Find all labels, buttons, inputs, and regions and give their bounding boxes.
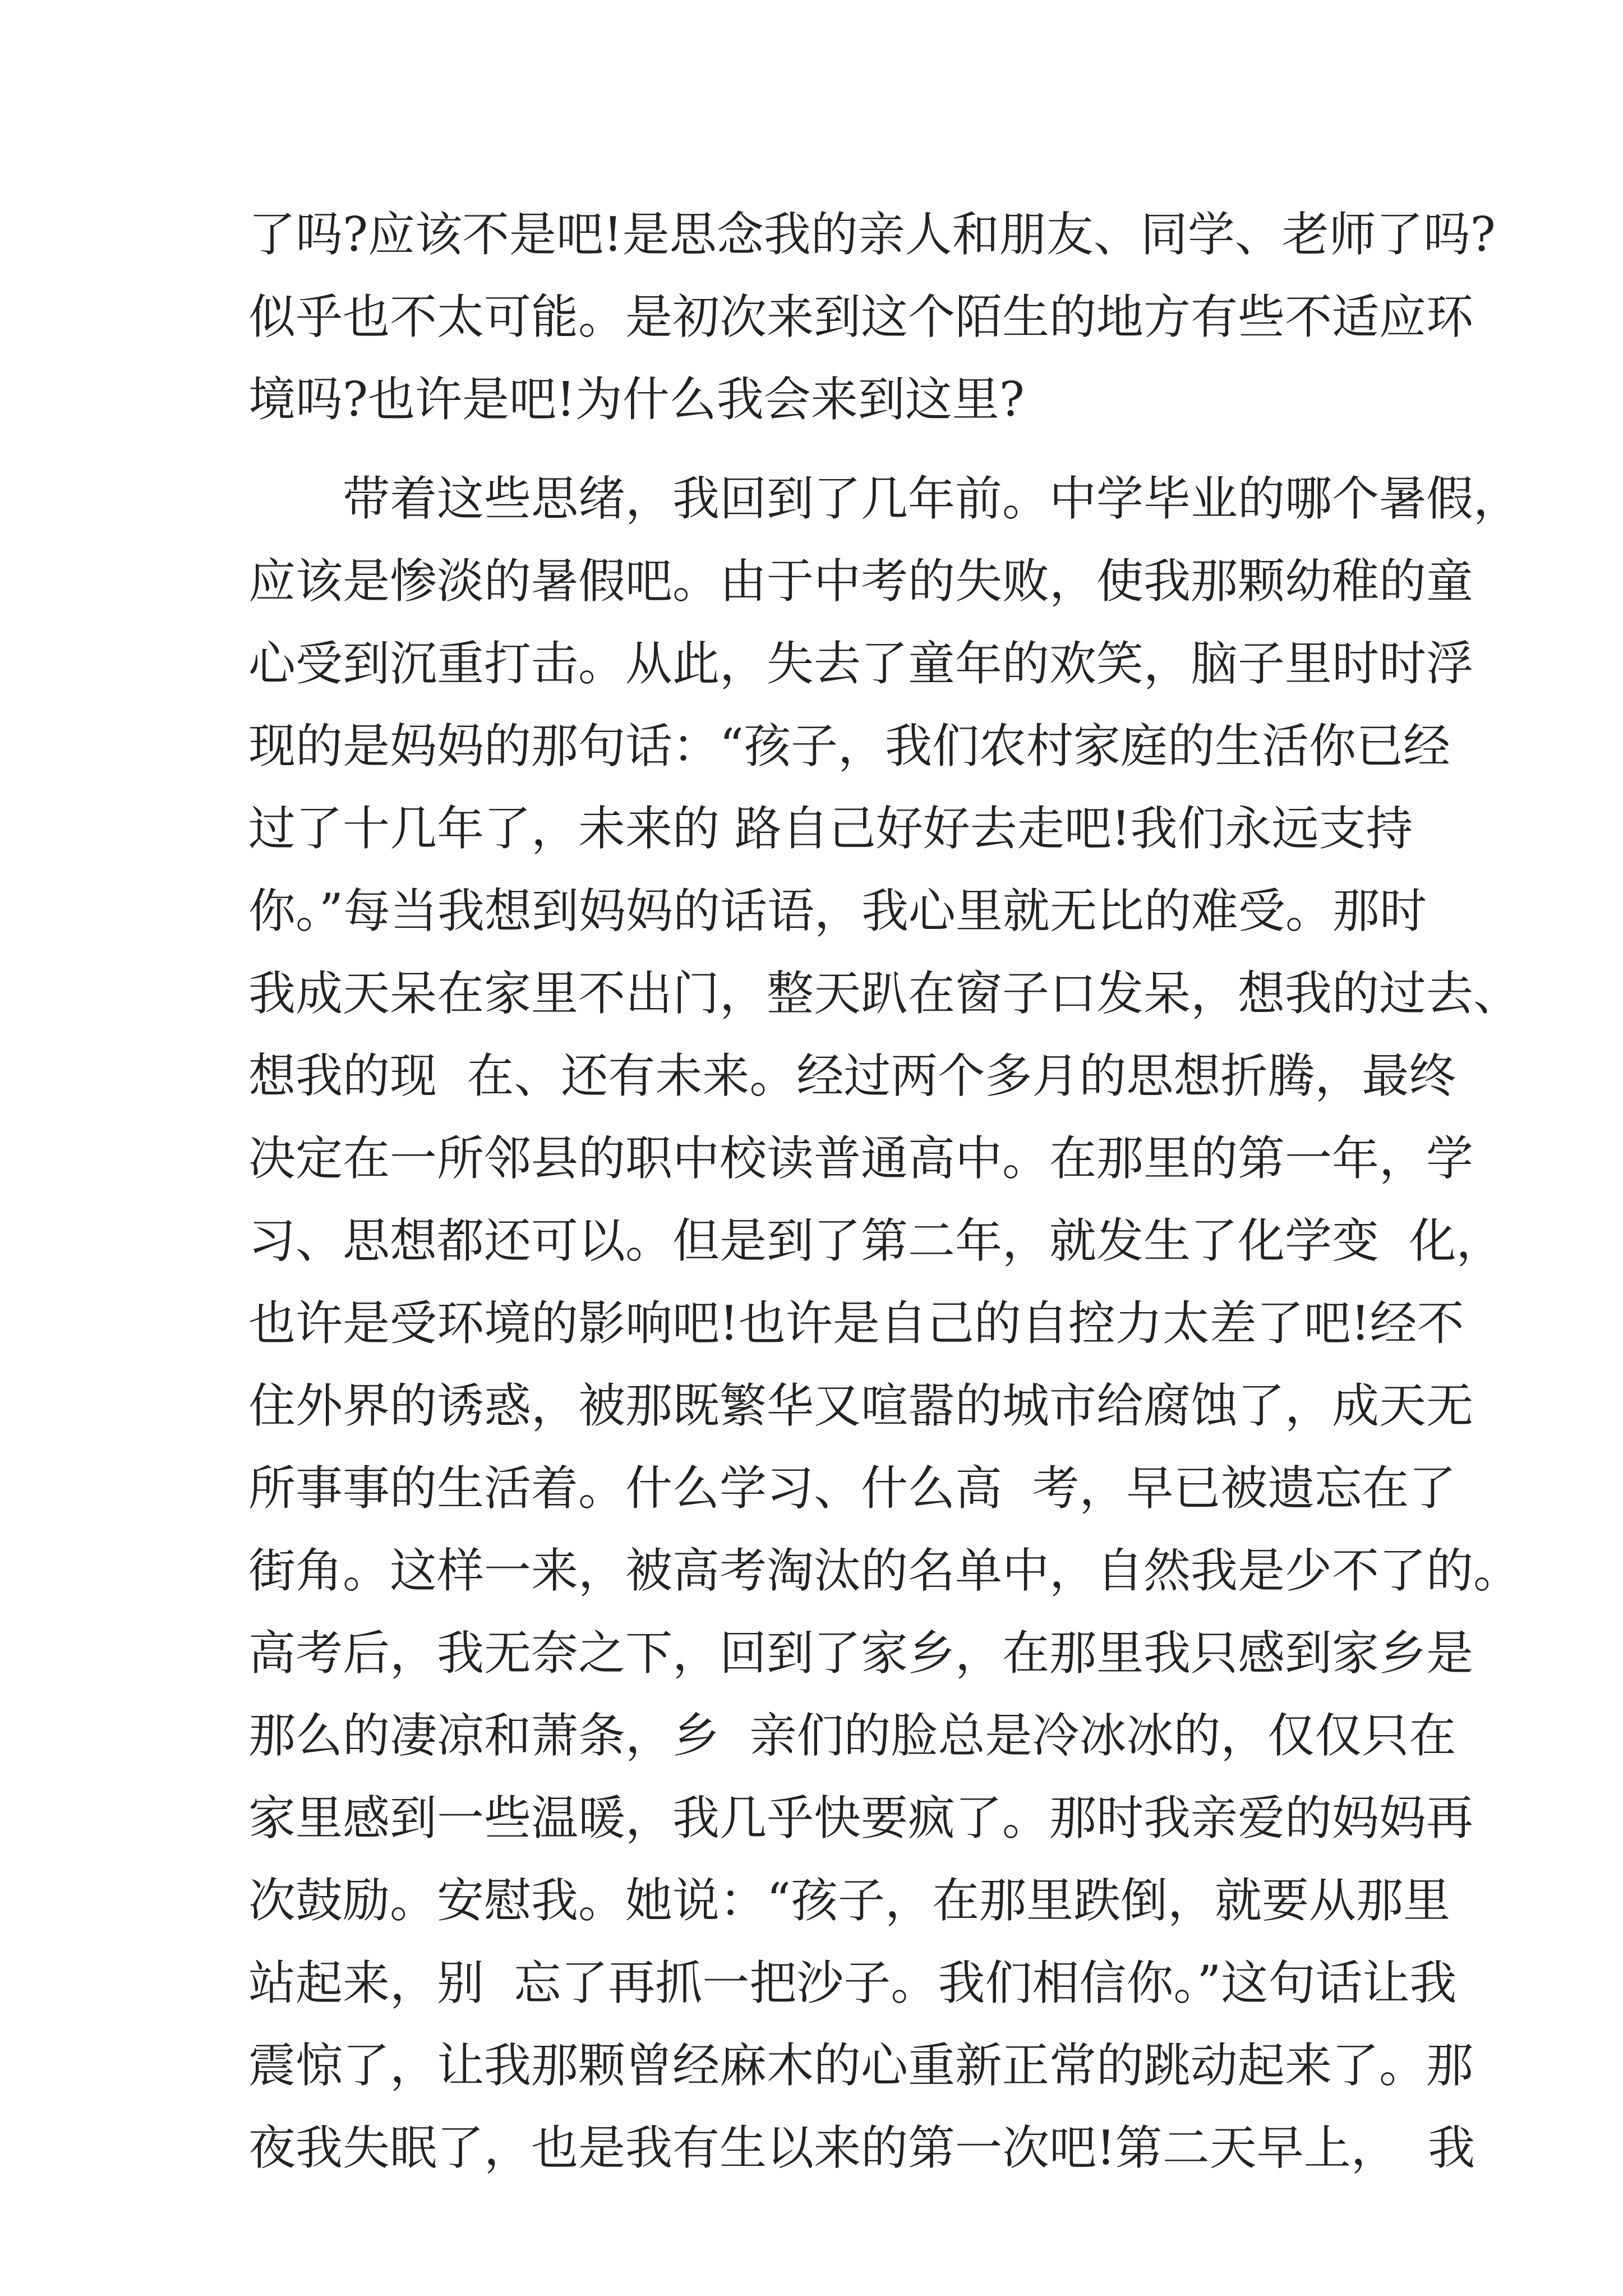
text-line: 你。”每当我想到妈妈的话语，我心里就无比的难受。那时 — [248, 884, 1427, 938]
text-line: 了吗?应该不是吧!是思念我的亲人和朋友、同学、老师了吗? — [248, 207, 1496, 262]
text-line: 似乎也不太可能。是初次来到这个陌生的地方有些不适应环 — [248, 289, 1474, 344]
text-line: 境吗?也许是吧!为什么我会来到这里? — [248, 372, 1025, 427]
text-line: 带着这些思绪，我回到了几年前。中学毕业的哪个暑假， — [248, 471, 1521, 526]
text-line: 决定在一所邻县的职中校读普通高中。在那里的第一年，学 — [248, 1131, 1474, 1186]
text-line: 所事事的生活着。什么学习、什么高 考，早已被遗忘在了 — [248, 1461, 1456, 1516]
text-line: 习、思想都还可以。但是到了第二年，就发生了化学变 化， — [248, 1213, 1504, 1268]
text-line: 我成天呆在家里不出门，整天趴在窗子口发呆，想我的过去、 — [248, 966, 1521, 1021]
text-line: 住外界的诱惑，被那既繁华又喧嚣的城市给腐蚀了，成天无 — [248, 1378, 1474, 1433]
body-text — [248, 194, 1521, 2189]
text-line: 街角。这样一来，被高考淘汰的名单中，自然我是少不了的。 — [248, 1543, 1521, 1598]
text-line: 也许是受环境的影响吧!也许是自己的自控力太差了吧!经不 — [248, 1296, 1464, 1351]
text-line: 应该是惨淡的暑假吧。由于中考的失败，使我那颗幼稚的童 — [248, 554, 1474, 609]
text-line: 心受到沉重打击。从此，失去了童年的欢笑，脑子里时时浮 — [248, 636, 1474, 691]
paragraph-gap — [248, 441, 1384, 458]
text-line: 过了十几年了，未来的 路自己好好去走吧!我们永远支持 — [248, 801, 1413, 856]
text-line: 家里感到一些温暖，我几乎快要疯了。那时我亲爱的妈妈再 — [248, 1791, 1474, 1846]
paragraph-2 — [248, 458, 1521, 2189]
text-line: 震惊了，让我那颗曾经麻木的心重新正常的跳动起来了。那 — [248, 2038, 1474, 2093]
text-line: 现的是妈妈的那句话：“孩子，我们农村家庭的生活你已经 — [248, 719, 1450, 774]
paragraph-1 — [248, 194, 1496, 441]
text-line: 站起来，别 忘了再抓一把沙子。我们相信你。”这句话让我 — [248, 1955, 1457, 2010]
text-line: 高考后，我无奈之下，回到了家乡，在那里我只感到家乡是 — [248, 1626, 1474, 1681]
text-line: 那么的凄凉和萧条，乡 亲们的脸总是冷冰冰的，仅仅只在 — [248, 1708, 1456, 1763]
text-line: 想我的现 在、还有未来。经过两个多月的思想折腾，最终 — [248, 1048, 1456, 1103]
text-line: 夜我失眠了，也是我有生以来的第一次吧!第二天早上， 我 — [248, 2120, 1476, 2175]
text-line: 次鼓励。安慰我。她说：“孩子，在那里跌倒，就要从那里 — [248, 1873, 1450, 1928]
